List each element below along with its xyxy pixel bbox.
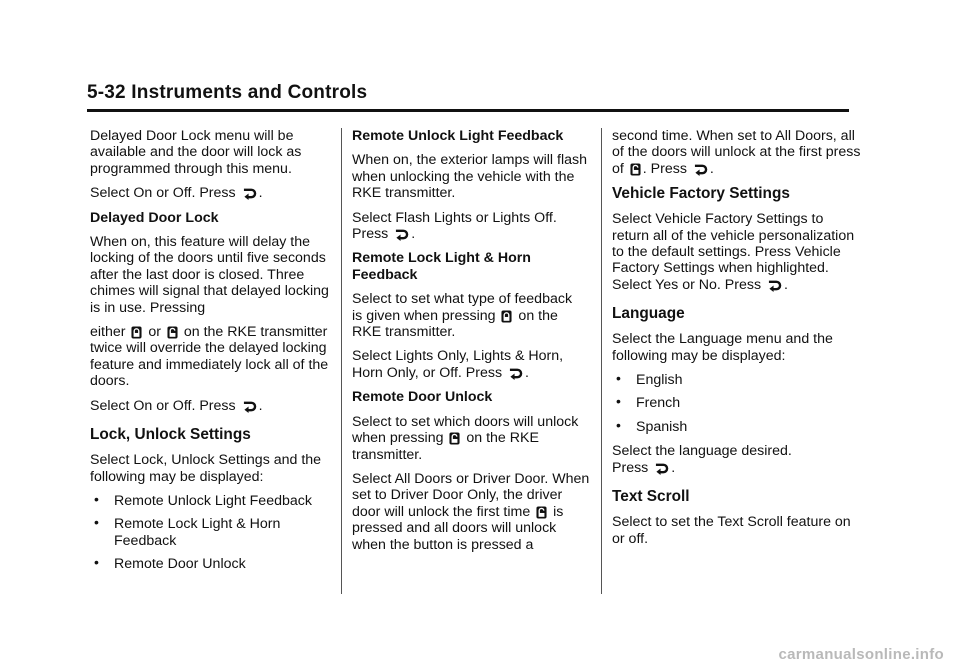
- select-arrow-icon: [242, 400, 257, 413]
- list-item: • Remote Lock Light & Horn Feedback: [94, 514, 281, 549]
- paragraph: Select to set the Text Scroll feature on or off.: [612, 514, 851, 547]
- column-2: [352, 128, 590, 561]
- select-arrow-icon: [693, 163, 708, 176]
- paragraph: Select Lights Only, Lights & Horn, Horn Only, or Off. Press .: [352, 348, 564, 381]
- section-heading-language: Language: [612, 305, 685, 323]
- watermark: carmanualsonline.info: [778, 646, 944, 663]
- header-rule: [87, 109, 849, 112]
- bullet-list: [612, 372, 862, 435]
- lock-icon: [131, 326, 142, 339]
- select-arrow-icon: [394, 228, 409, 241]
- paragraph: Select Flash Lights or Lights Off. Press .: [352, 209, 557, 243]
- paragraph: When on, the exterior lamps will flash when unlocking the vehicle with the RKE transmitter.: [352, 152, 587, 202]
- page-header: [87, 82, 849, 112]
- section-heading-lock-unlock: Lock, Unlock Settings: [90, 426, 251, 444]
- paragraph: Select the language desired. Press .: [612, 443, 792, 476]
- subheading: Delayed Door Lock: [90, 209, 219, 226]
- unlock-icon: [630, 163, 641, 176]
- paragraph: Delayed Door Lock menu will be available and the door will lock as programmed through this menu.: [90, 128, 302, 177]
- lock-icon: [501, 310, 512, 323]
- column-3: [612, 128, 862, 555]
- paragraph: Select On or Off. Press .: [90, 397, 263, 414]
- list-item: • Spanish: [616, 416, 688, 435]
- subheading: Remote Lock Light & Horn Feedback: [352, 250, 531, 283]
- column-divider: [341, 128, 342, 594]
- paragraph: Select to set which doors will unlock when pressing on the RKE transmitter.: [352, 413, 579, 463]
- list-item: • English: [616, 370, 683, 389]
- section-heading-factory-settings: Vehicle Factory Settings: [612, 185, 790, 203]
- select-arrow-icon: [767, 279, 782, 292]
- bullet-list: [90, 490, 330, 573]
- select-arrow-icon: [654, 462, 669, 475]
- paragraph: Select Lock, Unlock Settings and the following may be displayed:: [90, 452, 322, 485]
- select-arrow-icon: [242, 187, 257, 200]
- list-item: • Remote Unlock Light Feedback: [94, 490, 312, 509]
- paragraph: Select On or Off. Press .: [90, 185, 263, 202]
- unlock-icon: [449, 432, 460, 445]
- paragraph: Select to set what type of feedback is given when pressing on the RKE transmitter.: [352, 291, 573, 341]
- column-divider: [601, 128, 602, 594]
- column-1: [90, 128, 330, 581]
- unlock-icon: [167, 326, 178, 339]
- paragraph: second time. When set to All Doors, all of the doors will unlock at the first press of . Press .: [612, 128, 861, 177]
- page-title: 5-32 Instruments and Controls: [87, 82, 368, 103]
- list-item: • Remote Door Unlock: [94, 554, 246, 573]
- paragraph: Select All Doors or Driver Door. When set to Driver Door Only, the driver door will unlock the first time is pressed and all doors will unlock when the button is pressed a: [352, 470, 590, 553]
- paragraph: When on, this feature will delay the locking of the doors until five seconds after the last door is closed. Three chimes will signal that delayed locking is in use. Pressing: [90, 234, 329, 316]
- subheading: Remote Unlock Light Feedback: [352, 128, 564, 144]
- list-item: • French: [616, 393, 681, 412]
- paragraph: Select the Language menu and the following may be displayed:: [612, 331, 833, 364]
- paragraph: either or on the RKE transmitter twice will override the delayed locking feature and immediately lock all of the doors.: [90, 324, 329, 390]
- subheading: Remote Door Unlock: [352, 389, 493, 406]
- unlock-icon: [536, 506, 547, 519]
- section-heading-text-scroll: Text Scroll: [612, 488, 690, 506]
- select-arrow-icon: [508, 367, 523, 380]
- paragraph: Select Vehicle Factory Settings to return all of the vehicle personalization to the default settings. Press Vehicle Factory Settings when highlighted. Select Yes or No. Press .: [612, 211, 855, 293]
